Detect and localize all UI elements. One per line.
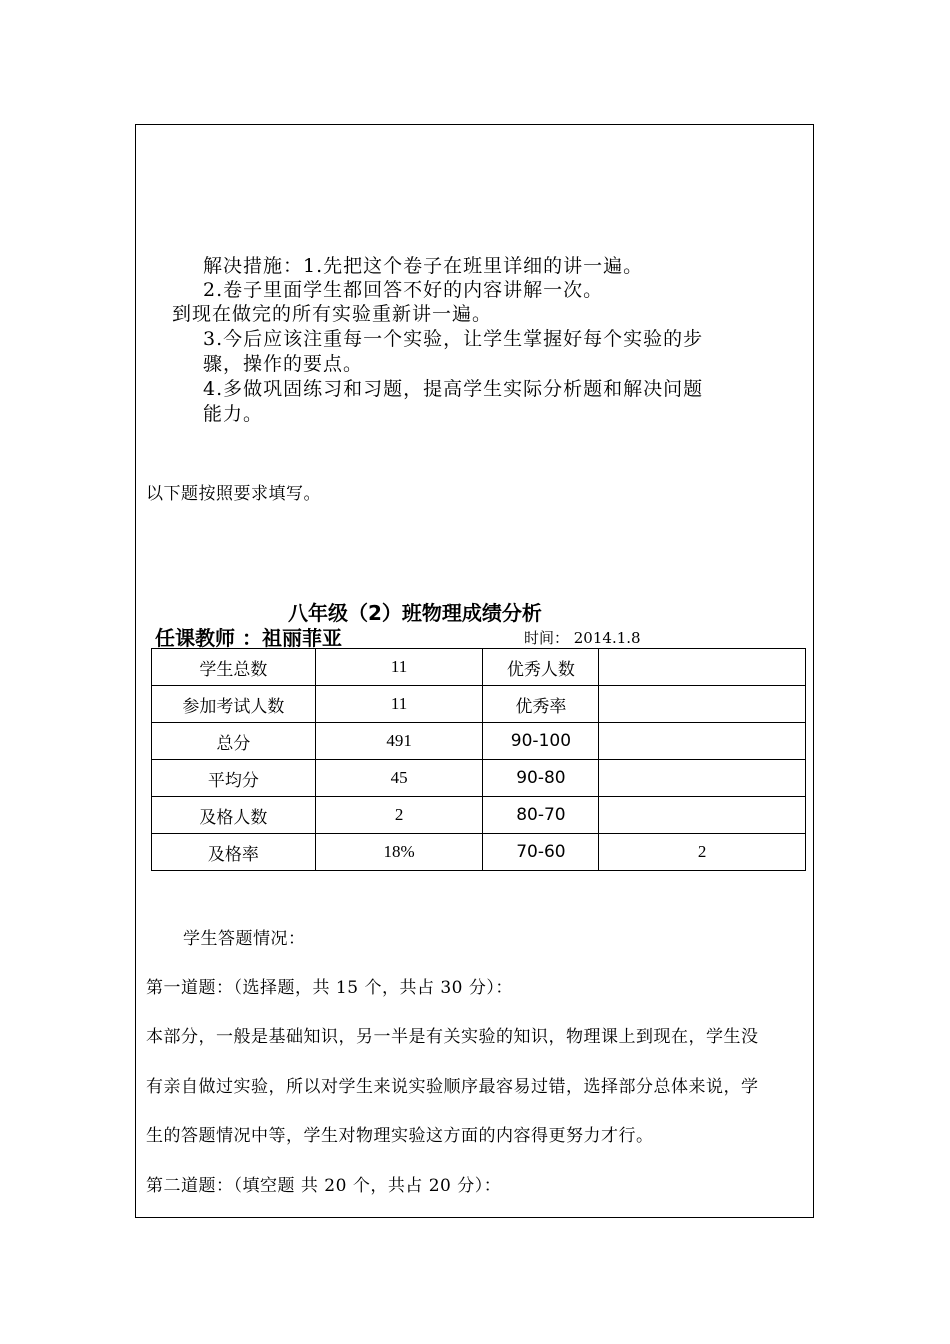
table-cell: 及格率 [152, 834, 316, 871]
table-cell: 学生总数 [152, 649, 316, 686]
analysis-heading: 学生答题情况： [183, 929, 306, 949]
report-date: 时间： 2014.1.8 [524, 629, 641, 647]
question-2-heading: 第二道题：（填空题 共 20 个，共占 20 分）： [146, 1176, 502, 1196]
question-1-line-2: 有亲自做过实验，所以对学生来说实验顺序最容易过错，选择部分总体来说，学 [146, 1077, 759, 1097]
measure-item-3: 3.今后应该注重每一个实验，让学生掌握好每个实验的步 [203, 328, 704, 350]
measure-item-2-cont: 到现在做完的所有实验重新讲一遍。 [172, 303, 493, 325]
table-cell: 90-80 [483, 760, 599, 797]
table-row [152, 686, 806, 723]
table-cell [599, 797, 806, 834]
teacher-name: 任课教师 ：祖丽菲亚 [155, 626, 342, 650]
table-cell: 2 [599, 834, 806, 871]
table-cell [599, 760, 806, 797]
report-title: 八年级（2）班物理成绩分析 [288, 601, 542, 625]
table-cell: 参加考试人数 [152, 686, 316, 723]
question-1-heading: 第一道题：（选择题，共 15 个，共占 30 分）： [146, 978, 513, 998]
table-cell: 11 [315, 686, 483, 723]
table-cell: 总分 [152, 723, 316, 760]
table-row [152, 649, 806, 686]
score-table [151, 648, 806, 871]
question-1-line-3: 生的答题情况中等，学生对物理实验这方面的内容得更努力才行。 [146, 1126, 654, 1146]
table-row [152, 797, 806, 834]
table-cell: 18% [315, 834, 483, 871]
measures-heading: 解决措施：1.先把这个卷子在班里详细的讲一遍。 [203, 255, 644, 277]
table-row [152, 723, 806, 760]
table-cell: 2 [315, 797, 483, 834]
table-row [152, 760, 806, 797]
table-cell: 及格人数 [152, 797, 316, 834]
table-cell: 90-100 [483, 723, 599, 760]
table-cell: 70-60 [483, 834, 599, 871]
table-cell [599, 723, 806, 760]
table-row [152, 834, 806, 871]
measure-item-4: 4.多做巩固练习和习题，提高学生实际分析题和解决问题 [203, 378, 704, 400]
measure-item-4-cont: 能力。 [203, 403, 264, 425]
measure-item-2: 2.卷子里面学生都回答不好的内容讲解一次。 [203, 279, 604, 301]
table-cell [599, 686, 806, 723]
measure-item-3-cont: 骤，操作的要点。 [203, 353, 364, 375]
table-cell: 80-70 [483, 797, 599, 834]
table-cell: 11 [315, 649, 483, 686]
table-cell: 优秀人数 [483, 649, 599, 686]
instruction-text: 以下题按照要求填写。 [146, 484, 321, 504]
table-cell: 45 [315, 760, 483, 797]
table-cell [599, 649, 806, 686]
question-1-line-1: 本部分，一般是基础知识，另一半是有关实验的知识，物理课上到现在，学生没 [146, 1027, 759, 1047]
table-cell: 优秀率 [483, 686, 599, 723]
table-cell: 平均分 [152, 760, 316, 797]
table-cell: 491 [315, 723, 483, 760]
